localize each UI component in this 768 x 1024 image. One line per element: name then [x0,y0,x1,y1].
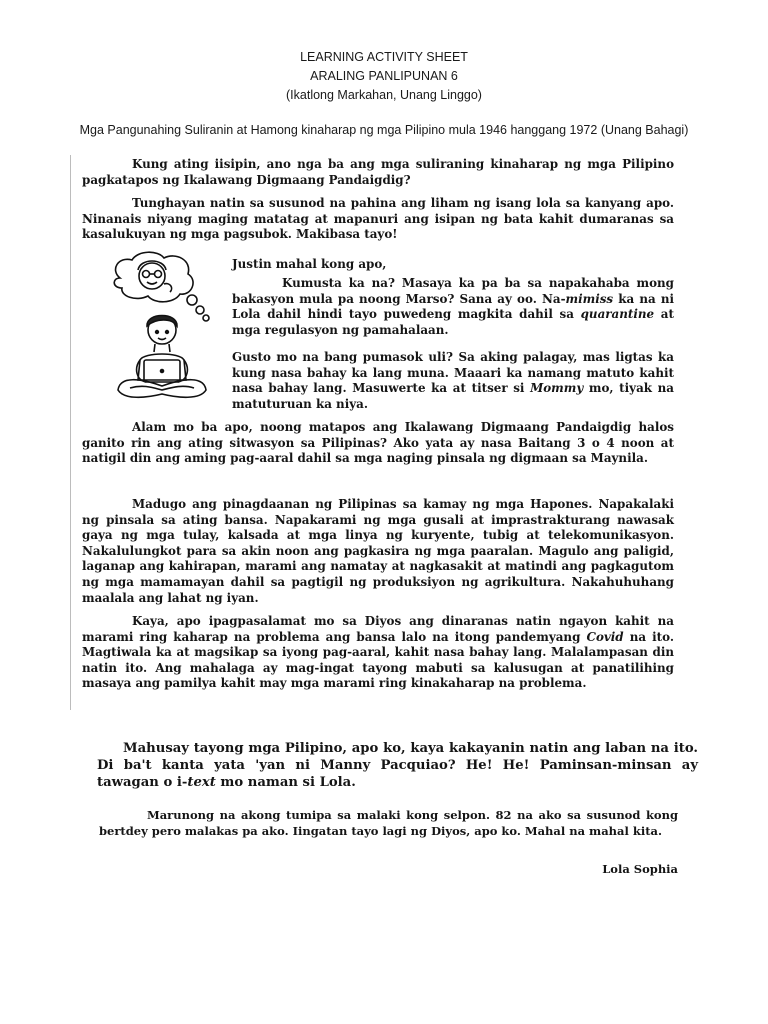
letter-paragraph-6: Mahusay tayong mga Pilipino, apo ko, kaya kakayanin natin ang laban na ito. Di ba't kanta yata 'yan ni Manny Pacquiao? He! He! Paminsan-minsan ay tawagan o i-text mo naman si Lola. [97,741,698,790]
intro-paragraph: Tunghayan natin sa susunod na pahina ang liham ng isang lola sa kanyang apo. Ninanais niyang maging matatag at mapanuri ang isipan ng bata kahit dumaranas sa kasalukuyan ng mga pagsubok. Makibasa tayo! [82,196,674,242]
letter-paragraph-3: Alam mo ba apo, noong matapos ang Ikalawang Digmaang Pandaigdig halos ganito rin ang ating sitwasyon sa Pilipinas? Ako yata ay nasa Baitang 3 o 4 noon at natigil din ang aming pag-aaral dahil sa mga naging pinsala ng digmaan sa Maynila. [82,420,674,466]
letter-paragraph-2: Gusto mo na bang pumasok uli? Sa aking palagay, mas ligtas ka kung nasa bahay ka lang muna. Maaari ka namang matuto kahit nasa bahay lang. Masuwerte ka at titser si Mommy mo, tiyak na matuturuan ka niya. [232,350,674,411]
letter-paragraph-7: Marunong na akong tumipa sa malaki kong selpon. 82 na ako sa susunod kong bertdey pero malakas pa ako. Iingatan tayo lagi ng Diyos, apo ko. Mahal na mahal kita. [99,808,678,838]
letter-paragraph-4: Madugo ang pinagdaanan ng Pilipinas sa kamay ng mga Hapones. Napakalaki ng pinsala sa ating bansa. Napakarami ng mga gusali at imprastrakturang nawasak gaya ng mga tulay, kalsada at mga linya ng kuryente, tubig at telekomunikasyon. Nakalulungkot para sa akin noon ang pagkasira ng mga paaralan. Magulo ang paligid, laganap ang kahirapan, marami ang namatay at nagkasakit at matindi ang pagkagutom ng mga mamamayan dahil sa pagtigil ng produksiyon ng agrikultura. Nakahuhuhang maalala ang lahat ng iyan. [82,497,674,605]
letter-greeting: Justin mahal kong apo, [232,257,387,271]
letter-paragraph-5: Kaya, apo ipagpasalamat mo sa Diyos ang dinaranas natin ngayon kahit na marami ring kaharap na problema ang bansa lalo na itong pandemyang Covid na ito. Magtiwala ka at magsikap sa iyong pag-aaral, kahit nasa bahay lang. Malalampasan din natin ito. Ang mahalaga ay mag-ingat tayong mabuti sa kalusugan at panatilihing masaya ang pamilya kahit may mga marami ring kinakaharap na problema. [82,614,675,691]
letter-paragraph-1: Kumusta ka na? Masaya ka pa ba sa napakahaba mong bakasyon mula pa noong Marso? Sana ay oo. Na-mimiss ka na ni Lola dahil hindi tayo puwedeng magkita dahil sa quarantine at mga regulasyon ng pamahalaan. [232,276,674,337]
grandmother-child-illustration [100,248,225,413]
intro-question: Kung ating iisipin, ano nga ba ang mga suliraning kinaharap ng mga Pilipino pagkatapos ng Ikalawang Digmaang Pandaigdig? [82,157,674,187]
sheet-title: LEARNING ACTIVITY SHEET [300,50,468,64]
subject-title: ARALING PANLIPUNAN 6 [310,69,458,83]
lesson-topic: Mga Pangunahing Suliranin at Hamong kinaharap ng mga Pilipino mula 1946 hanggang 1972 (Unang Bahagi) [79,123,689,137]
quarter-week: (Ikatlong Markahan, Unang Linggo) [286,88,482,102]
letter-signature: Lola Sophia [602,862,678,876]
